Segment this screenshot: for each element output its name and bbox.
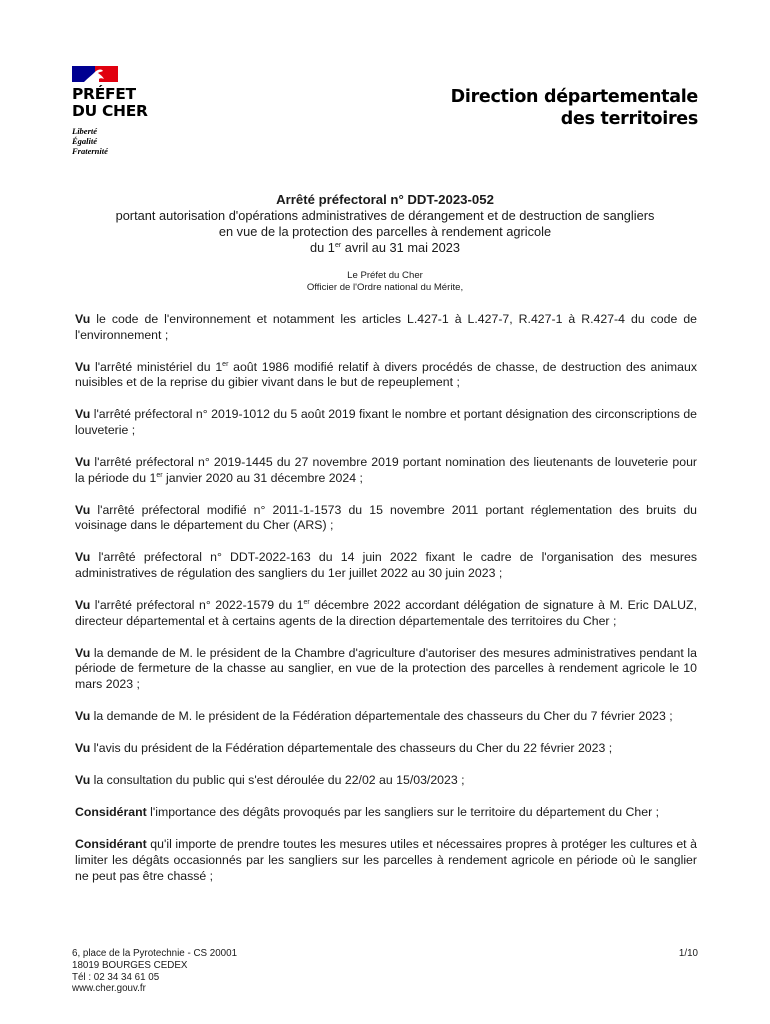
clause-12 <box>75 805 697 821</box>
direction-line1: Direction départementale <box>450 87 698 107</box>
footer-address <box>72 948 237 995</box>
clause-text: l'importance des dégâts provoqués par les sangliers sur le territoire du département du Cher ; <box>146 805 660 820</box>
clause-3 <box>75 407 697 438</box>
prefet-title: Le Préfet du Cher <box>347 270 423 281</box>
decree-subject-line1: portant autorisation d'opérations administratives de dérangement et de destruction de sangliers <box>115 208 655 223</box>
preamble-clauses <box>75 312 697 901</box>
clause-lead: Considérant <box>75 837 147 852</box>
clause-lead: Vu <box>75 359 91 374</box>
clause-lead: Considérant <box>75 805 147 820</box>
clause-lead: Vu <box>75 598 91 613</box>
clause-lead: Vu <box>75 455 91 470</box>
prefet-honor: Officier de l'Ordre national du Mérite, <box>306 282 464 293</box>
motto-fraternite: Fraternité <box>72 146 108 156</box>
marianne-logo-icon <box>72 66 118 82</box>
motto-egalite: Égalité <box>72 136 98 146</box>
clause-text: l'avis du président de la Fédération départementale des chasseurs du Cher du 22 février 2023 ; <box>90 741 613 756</box>
clause-6 <box>75 550 697 581</box>
direction-line2: des territoires <box>560 109 698 129</box>
page-number: 1/10 <box>678 948 698 959</box>
footer-phone: Tél : 02 34 34 61 05 <box>72 971 160 983</box>
republic-motto <box>72 126 182 156</box>
clause-sup: er <box>303 599 310 607</box>
decree-period-start: du 1 <box>310 240 335 255</box>
clause-lead: Vu <box>75 773 91 788</box>
decree-heading: Arrêté préfectoral n° DDT-2023-052 <box>276 192 494 207</box>
clause-text: qu'il importe de prendre toutes les mesures utiles et nécessaires propres à protéger les cultures et à limiter les dégâts occasionnés par les sangliers sur les parcelles à rendement agricole en période où le sanglier ne peut pas être chassé ; <box>75 837 697 883</box>
prefet-name-line2: DU CHER <box>72 102 148 120</box>
clause-text: l'arrêté préfectoral n° DDT-2022-163 du 14 juin 2022 fixant le cadre de l'organisation des mesures administratives de régulation des sangliers du 1er juillet 2022 au 30 juin 2023 ; <box>75 550 697 581</box>
clause-lead: Vu <box>75 550 91 565</box>
clause-text: l'arrêté préfectoral n° 2022-1579 du 1 <box>90 598 304 613</box>
prefet-signatory <box>72 270 698 294</box>
clause-lead: Vu <box>75 312 91 326</box>
clause-lead: Vu <box>75 709 91 724</box>
clause-text: août 1986 modifié relatif à divers procédés de chasse, de destruction des animaux nuisibles et de la reprise du gibier vivant dans le but de repeuplement ; <box>75 359 698 390</box>
decree-period-sup: er <box>334 242 342 249</box>
clause-sup: er <box>222 360 229 368</box>
clause-8 <box>75 646 697 693</box>
clause-10 <box>75 741 697 757</box>
clause-text: la consultation du public qui s'est déroulée du 22/02 au 15/03/2023 ; <box>90 773 465 788</box>
footer-address-line1: 6, place de la Pyrotechnie - CS 20001 <box>72 948 238 959</box>
decree-period-end: avril au 31 mai 2023 <box>341 240 460 255</box>
clause-text: l'arrêté préfectoral modifié n° 2011-1-1573 du 15 novembre 2011 portant réglementation des bruits du voisinage dans le département du Cher (ARS) ; <box>75 502 697 533</box>
clause-text: le code de l'environnement et notamment les articles L.427-1 à L.427-7, R.427-1 à R.427-4 du code de l'environnement ; <box>75 312 697 342</box>
prefet-name <box>72 86 182 120</box>
footer-website[interactable]: www.cher.gouv.fr <box>72 983 146 995</box>
clause-2 <box>75 360 697 391</box>
clause-7 <box>75 598 697 629</box>
issuing-direction <box>451 86 698 130</box>
clause-lead: Vu <box>75 741 91 756</box>
clause-text: l'arrêté préfectoral n° 2019-1012 du 5 août 2019 fixant le nombre et portant désignation des circonscriptions de louveterie ; <box>75 407 697 437</box>
clause-lead: Vu <box>75 645 91 660</box>
prefet-logo <box>72 66 182 156</box>
clause-1 <box>75 312 697 343</box>
clause-13 <box>75 837 697 884</box>
decree-subject-line2: en vue de la protection des parcelles à rendement agricole <box>218 224 552 239</box>
prefet-name-line1: PRÉFET <box>72 85 136 103</box>
clause-11 <box>75 773 697 789</box>
decree-period <box>72 240 698 256</box>
clause-4 <box>75 455 697 486</box>
clause-text: l'arrêté préfectoral n° 2019-1445 du 27 novembre 2019 portant nomination des lieutenants de louveterie pour la période du 1 <box>75 455 697 485</box>
clause-5 <box>75 503 697 534</box>
clause-text: la demande de M. le président de la Chambre d'agriculture d'autoriser des mesures administratives pendant la période de fermeture de la chasse au sanglier, en vue de la protection des parcelles à rendement agricole le 10 mars 2023 ; <box>75 645 697 691</box>
clause-text: décembre 2022 accordant délégation de signature à M. Eric DALUZ, directeur départemental et à certains agents de la direction départementale des territoires du Cher ; <box>75 598 697 628</box>
footer-address-line2: 18019 BOURGES CEDEX <box>72 959 188 971</box>
clause-text: l'arrêté ministériel du 1 <box>90 359 223 374</box>
clause-text: janvier 2020 au 31 décembre 2024 ; <box>162 470 363 485</box>
clause-lead: Vu <box>75 407 91 422</box>
clause-9 <box>75 709 697 725</box>
clause-sup: er <box>156 471 163 479</box>
decree-title <box>72 192 698 256</box>
clause-text: la demande de M. le président de la Fédération départementale des chasseurs du Cher du 7 février 2023 ; <box>90 709 673 724</box>
clause-lead: Vu <box>75 502 91 517</box>
motto-liberte: Liberté <box>72 126 98 136</box>
